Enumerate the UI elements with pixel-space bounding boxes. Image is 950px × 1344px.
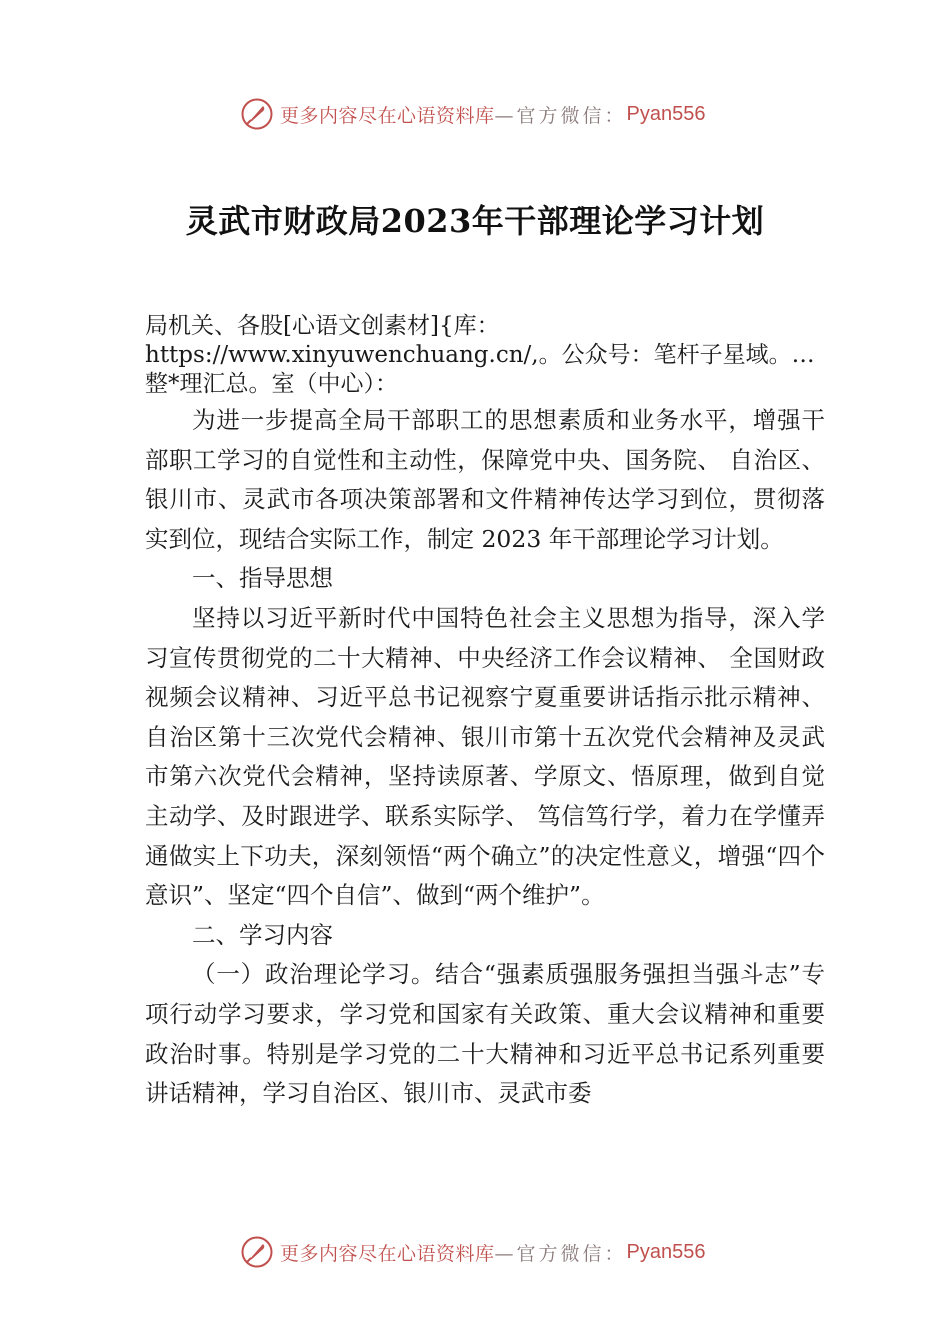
watermark-sub-text: —官方微信： xyxy=(494,1242,627,1265)
watermark-banner-top xyxy=(240,94,760,134)
section-heading-guiding-ideology: 一、指导思想 xyxy=(192,564,333,593)
study-content-paragraph: （一）政治理论学习。结合“强素质强服务强担当强斗志”专项行动学习要求，学习党和国家有关政策、重大会议精神和重要政治时事。特别是学习党的二十大精神和习近平总书记系列重要讲话精神，学习自治区、银川市、灵武市委 xyxy=(145,960,825,1108)
intro-paragraph: 为进一步提高全局干部职工的思想素质和业务水平，增强干部职工学习的自觉性和主动性，保障党中央、国务院、 自治区、银川市、灵武市各项决策部署和文件精神传达学习到位，贯彻落实到位，现结合实际工作，制定 2023 年干部理论学习计划。 xyxy=(145,406,825,553)
watermark-banner-bottom xyxy=(240,1232,760,1272)
quill-pen-logo-icon xyxy=(240,97,274,131)
watermark-wechat-id: Pyan556 xyxy=(626,102,706,125)
section-heading-study-content: 二、学习内容 xyxy=(192,920,333,949)
guiding-ideology-paragraph: 坚持以习近平新时代中国特色社会主义思想为指导，深入学习宣传贯彻党的二十大精神、中央经济工作会议精神、 全国财政视频会议精神、习近平总书记视察宁夏重要讲话指示批示精神、自治区第十三次党代会精神、银川市第十五次党代会精神及灵武市第六次党代会精神，坚持读原著、学原文、悟原理，做到自觉主动学、及时跟进学、联系实际学、 笃信笃行学，着力在学懂弄通做实上下功夫，深刻领悟“两个确立”的决定性意义，增强“四个意识”、坚定“四个自信”、做到“两个维护”。 xyxy=(145,603,825,910)
document-body xyxy=(145,312,825,1114)
watermark-wechat-id: Pyan556 xyxy=(626,1240,706,1263)
addressee-line: 局机关、各股[心语文创素材]{库：https://www.xinyuwenchuang.cn/,。公众号：笔杆子星域。…整*理汇总。室（中心）： xyxy=(145,313,815,397)
quill-pen-logo-icon xyxy=(240,1235,274,1269)
watermark-main-text: 更多内容尽在心语资料库 xyxy=(280,104,495,127)
watermark-sub-text: —官方微信： xyxy=(494,104,627,127)
watermark-main-text: 更多内容尽在心语资料库 xyxy=(280,1242,495,1265)
document-title: 灵武市财政局2023年干部理论学习计划 xyxy=(185,202,765,240)
